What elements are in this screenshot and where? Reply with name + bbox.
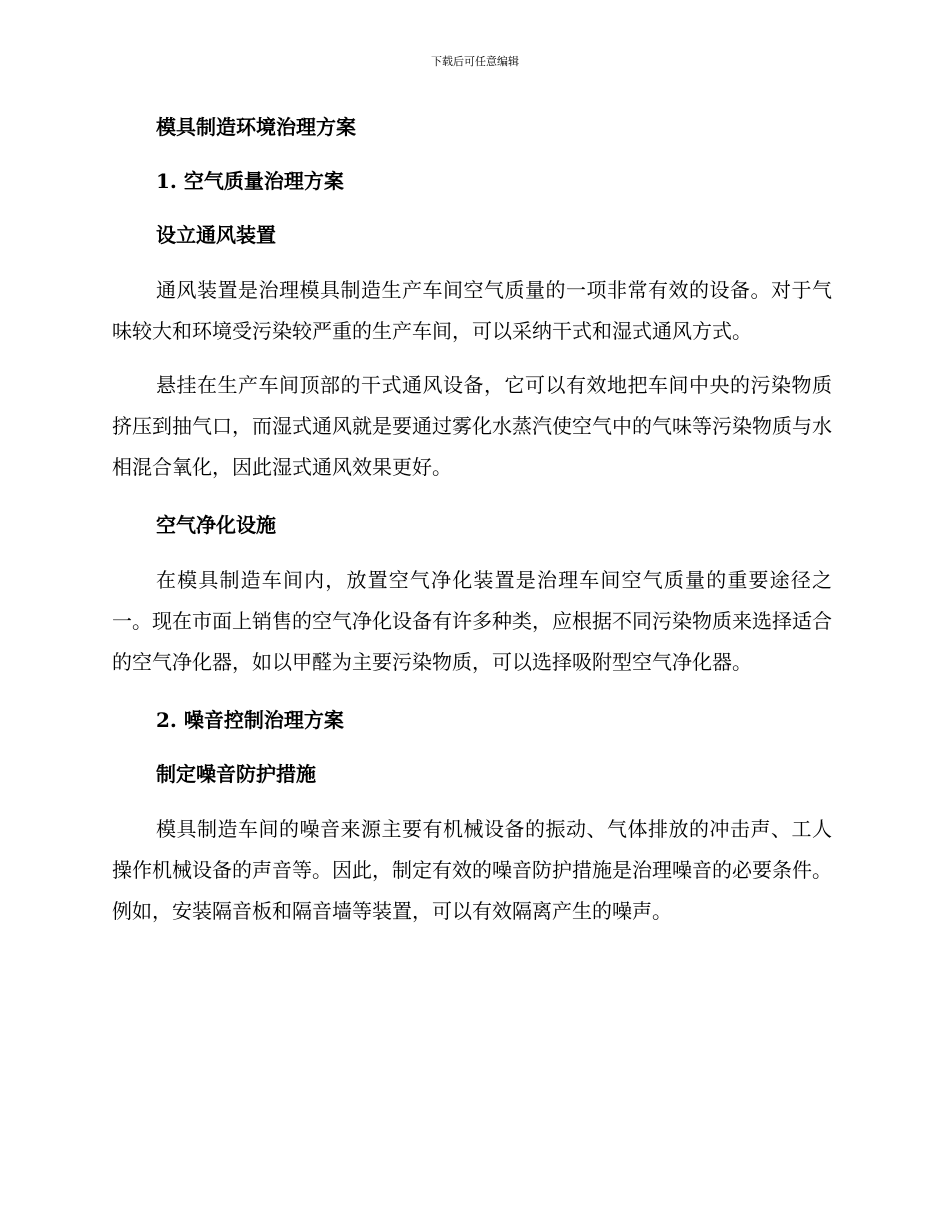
page-header: 下载后可任意编辑 (431, 55, 519, 68)
section-heading-air-quality: 1. 空气质量治理方案 (156, 169, 344, 193)
document-body (112, 110, 832, 932)
section-heading-noise-control: 2. 噪音控制治理方案 (156, 708, 344, 732)
subsection-heading-noise-protection: 制定噪音防护措施 (156, 762, 316, 786)
paragraph-ventilation-intro: 通风装置是治理模具制造生产车间空气质量的一项非常有效的设备。对于气味较大和环境受污染较严重的生产车间，可以采纳干式和湿式通风方式。 (112, 278, 832, 343)
subsection-heading-air-purification: 空气净化设施 (156, 513, 276, 537)
paragraph-ventilation-types: 悬挂在生产车间顶部的干式通风设备，它可以有效地把车间中央的污染物质挤压到抽气口，而湿式通风就是要通过雾化水蒸汽使空气中的气味等污染物质与水相混合氧化，因此湿式通风效果更好。 (112, 373, 832, 479)
paragraph-noise-protection: 模具制造车间的噪音来源主要有机械设备的振动、气体排放的冲击声、工人操作机械设备的声音等。因此，制定有效的噪音防护措施是治理噪音的必要条件。例如，安装隔音板和隔音墙等装置，可以有效隔离产生的噪声。 (112, 817, 832, 923)
subsection-heading-ventilation: 设立通风装置 (156, 223, 276, 247)
document-title: 模具制造环境治理方案 (156, 115, 356, 139)
paragraph-air-purification: 在模具制造车间内，放置空气净化装置是治理车间空气质量的重要途径之一。现在市面上销售的空气净化设备有许多种类，应根据不同污染物质来选择适合的空气净化器，如以甲醛为主要污染物质，可以选择吸附型空气净化器。 (112, 568, 832, 674)
